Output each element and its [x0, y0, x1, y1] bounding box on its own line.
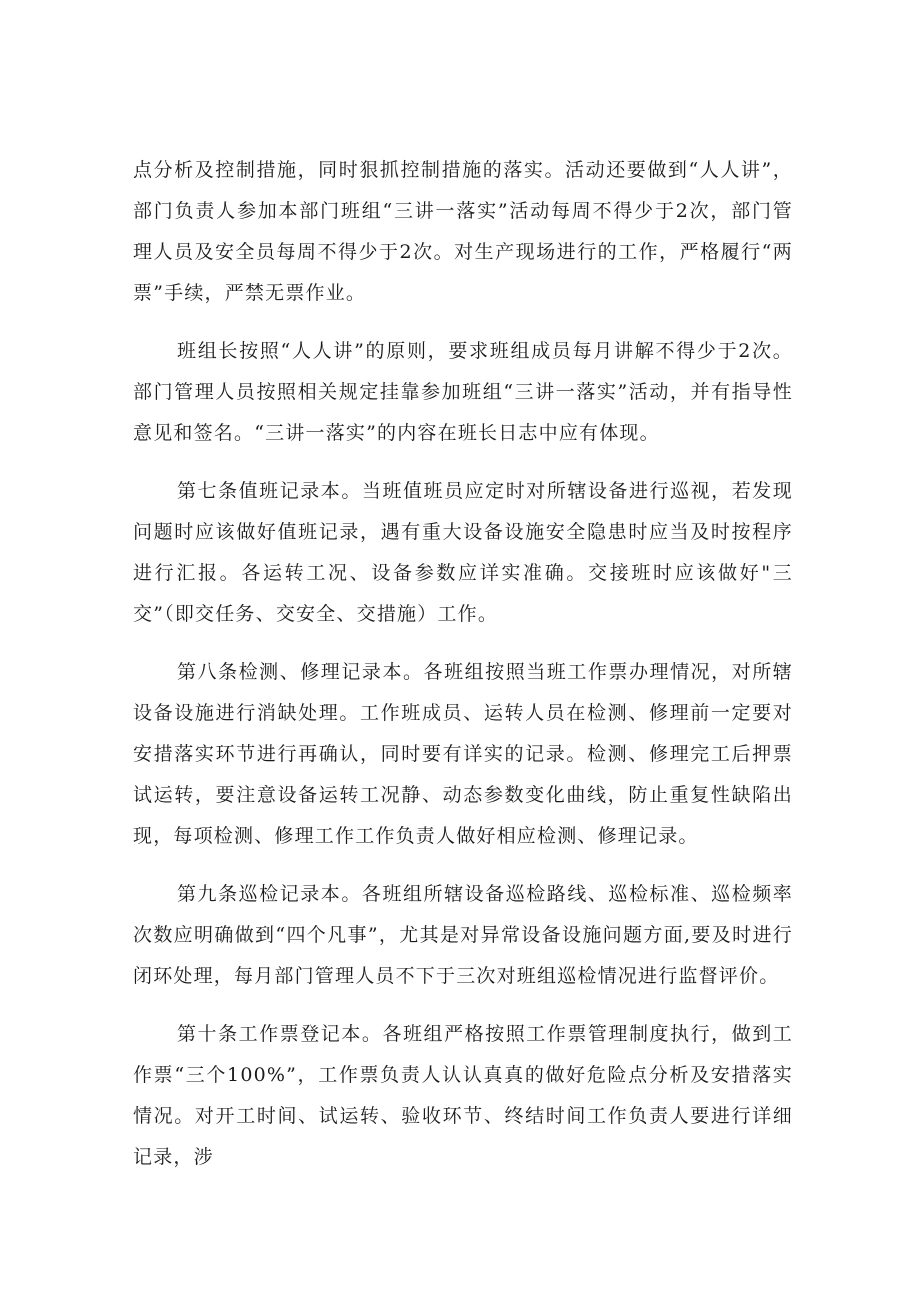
paragraph-article-10: 第十条工作票登记本。各班组严格按照工作票管理制度执行，做到工作票“三个100%”，工作票负责人认认真真的做好危险点分析及安措落实情况。对开工时间、试运转、验收环节、终结时间工作负责人要进行详细记录，涉 — [133, 1023, 793, 1168]
paragraph-article-9: 第九条巡检记录本。各班组所辖设备巡检路线、巡检标准、巡检频率次数应明确做到“四个凡事”，尤其是对异常设备设施问题方面,要及时进行闭环处理，每月部门管理人员不下于三次对班组巡检情况进行监督评价。 — [133, 883, 793, 987]
document-body — [133, 150, 793, 1195]
paragraph-article-7: 第七条值班记录本。当班值班员应定时对所辖设备进行巡视，若发现问题时应该做好值班记录，遇有重大设备设施安全隐患时应当及时按程序进行汇报。各运转工况、设备参数应详实准确。交接班时应该做好"三交”（即交任务、交安全、交措施）工作。 — [133, 480, 793, 625]
paragraph-article-8: 第八条检测、修理记录本。各班组按照当班工作票办理情况，对所辖设备设施进行消缺处理。工作班成员、运转人员在检测、修理前一定要对安措落实环节进行再确认，同时要有详实的记录。检测、修理完工后押票试运转，要注意设备运转工况静、动态参数变化曲线，防止重复性缺陷出现，每项检测、修理工作工作负责人做好相应检测、修理记录。 — [133, 661, 793, 847]
paragraph-team-leader: 班组长按照“人人讲”的原则，要求班组成员每月讲解不得少于2次。部门管理人员按照相关规定挂靠参加班组“三讲一落实”活动，并有指导性意见和签名。“三讲一落实”的内容在班长日志中应有体现。 — [133, 340, 793, 444]
paragraph-continuation: 点分析及控制措施，同时狠抓控制措施的落实。活动还要做到“人人讲”，部门负责人参加本部门班组“三讲一落实”活动每周不得少于2次，部门管理人员及安全员每周不得少于2次。对生产现场进行的工作，严格履行“两票”手续，严禁无票作业。 — [133, 159, 793, 304]
